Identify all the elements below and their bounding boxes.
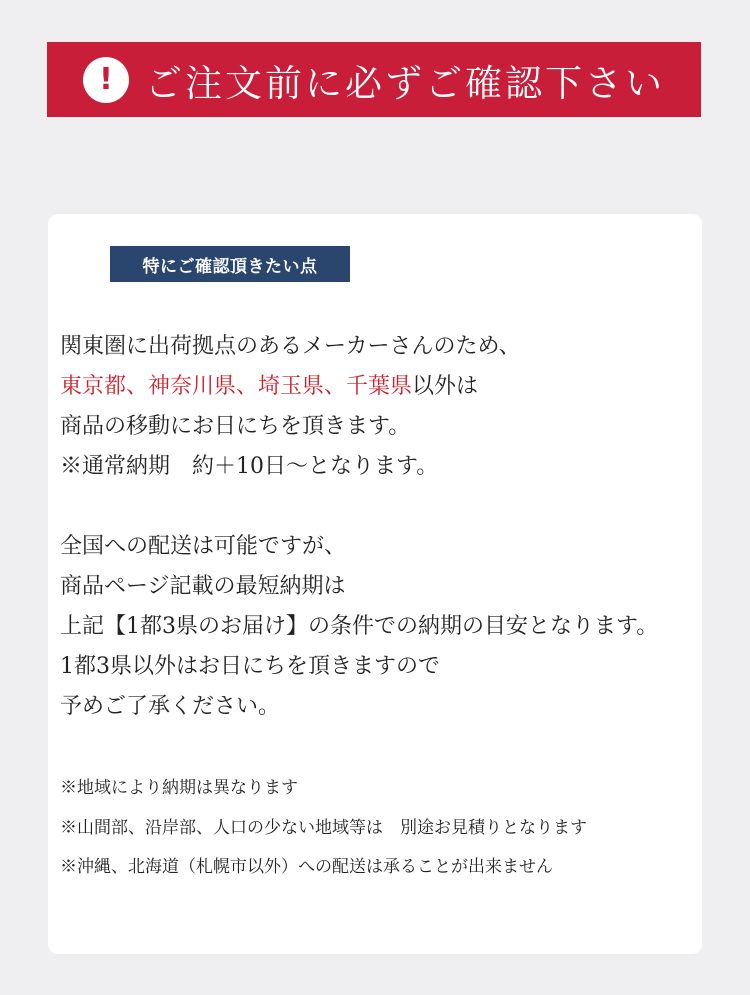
exclamation-icon: ! [83, 57, 129, 103]
para1-line2 [60, 372, 478, 402]
para2-line2: 商品ページ記載の最短納期は [60, 574, 346, 599]
para2-line4: 1都3県以外はお日にちを頂きますので [60, 654, 440, 679]
note-item: ※地域により納期は異なります [60, 778, 298, 798]
para1-line3: 商品の移動にお日にちを頂きます。 [60, 414, 411, 439]
notice-card [48, 214, 702, 954]
para2-line5: 予めご了承ください。 [60, 694, 281, 719]
para1-line4: ※通常納期 約＋10日～となります。 [60, 454, 439, 479]
para2-line3: 上記【1都3県のお届け】の条件での納期の目安となります。 [60, 614, 659, 639]
para2-line1: 全国への配送は可能ですが、 [60, 534, 347, 559]
note-item: ※沖縄、北海道（札幌市以外）への配送は承ることが出来ません [60, 857, 553, 877]
para1-line1: 関東圏に出荷拠点のあるメーカーさんのため、 [60, 334, 521, 359]
banner-title: ご注文前に必ずご確認下さい [145, 61, 665, 105]
highlight-regions: 東京都、神奈川県、埼玉県、千葉県 [60, 374, 413, 399]
section-tag: 特にご確認頂きたい点 [110, 246, 350, 282]
para1-line2-rest: 以外は [412, 374, 479, 399]
notice-banner [47, 42, 701, 117]
note-item: ※山間部、沿岸部、人口の少ない地域等は 別途お見積りとなります [60, 818, 587, 838]
